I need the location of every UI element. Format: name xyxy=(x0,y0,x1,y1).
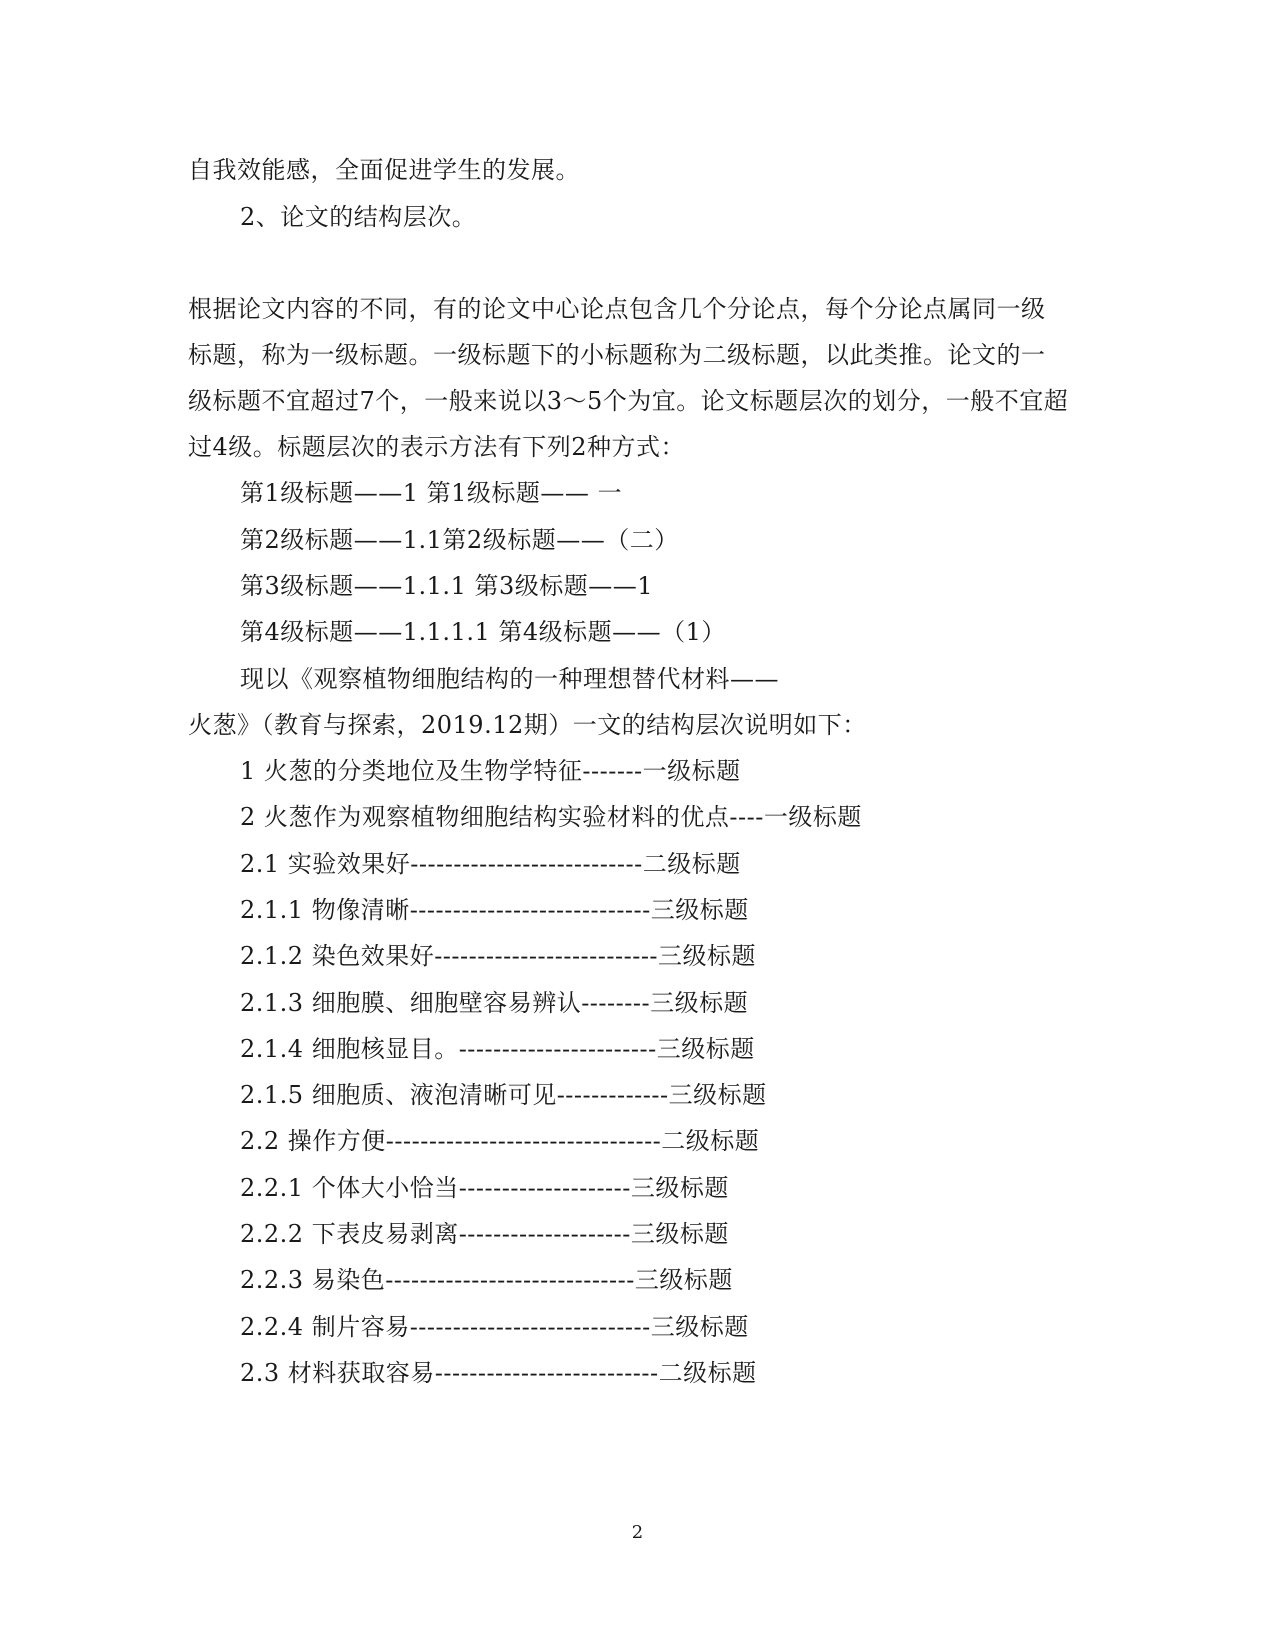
heading-level-example: 第4级标题——1.1.1.1 第4级标题——（1） xyxy=(240,618,726,646)
outline-item: 2.2 操作方便--------------------------------二级标题 xyxy=(240,1127,760,1155)
outline-item: 1 火葱的分类地位及生物学特征-------一级标题 xyxy=(240,757,741,785)
paragraph-line: 级标题不宜超过7个，一般来说以3～5个为宜。论文标题层次的划分，一般不宜超 xyxy=(188,387,1069,415)
outline-item: 2.1.3 细胞膜、细胞壁容易辨认--------三级标题 xyxy=(240,989,749,1017)
heading-level-example: 第1级标题——1 第1级标题—— 一 xyxy=(240,479,623,507)
paragraph-line: 自我效能感，全面促进学生的发展。 xyxy=(188,156,580,184)
section-heading: 2、论文的结构层次。 xyxy=(240,203,477,231)
outline-item: 2.2.3 易染色-----------------------------三级标题 xyxy=(240,1266,733,1294)
paragraph-line: 过4级。标题层次的表示方法有下列2种方式： xyxy=(188,433,686,461)
heading-level-example: 第3级标题——1.1.1 第3级标题——1 xyxy=(240,572,654,600)
outline-item: 2.1.4 细胞核显目。-----------------------三级标题 xyxy=(240,1035,755,1063)
paragraph-line: 标题，称为一级标题。一级标题下的小标题称为二级标题，以此类推。论文的一 xyxy=(188,341,1046,369)
outline-item: 2.1.1 物像清晰----------------------------三级标题 xyxy=(240,896,749,924)
heading-level-example: 第2级标题——1.1第2级标题——（二） xyxy=(240,526,679,554)
outline-item: 2 火葱作为观察植物细胞结构实验材料的优点----一级标题 xyxy=(240,803,862,831)
outline-item: 2.2.1 个体大小恰当--------------------三级标题 xyxy=(240,1174,729,1202)
outline-item: 2.2.4 制片容易----------------------------三级标题 xyxy=(240,1313,749,1341)
outline-item: 2.1.5 细胞质、液泡清晰可见-------------三级标题 xyxy=(240,1081,767,1109)
outline-item: 2.1 实验效果好---------------------------二级标题 xyxy=(240,850,741,878)
outline-item: 2.2.2 下表皮易剥离--------------------三级标题 xyxy=(240,1220,729,1248)
paragraph-line: 根据论文内容的不同，有的论文中心论点包含几个分论点，每个分论点属同一级 xyxy=(188,295,1046,323)
outline-item: 2.1.2 染色效果好--------------------------三级标题 xyxy=(240,942,757,970)
paragraph-line: 现以《观察植物细胞结构的一种理想替代材料—— xyxy=(240,665,779,693)
outline-item: 2.3 材料获取容易--------------------------二级标题 xyxy=(240,1359,757,1387)
paragraph-line: 火葱》（教育与探索，2019.12期）一文的结构层次说明如下： xyxy=(188,711,867,739)
page-number: 2 xyxy=(631,1522,644,1543)
